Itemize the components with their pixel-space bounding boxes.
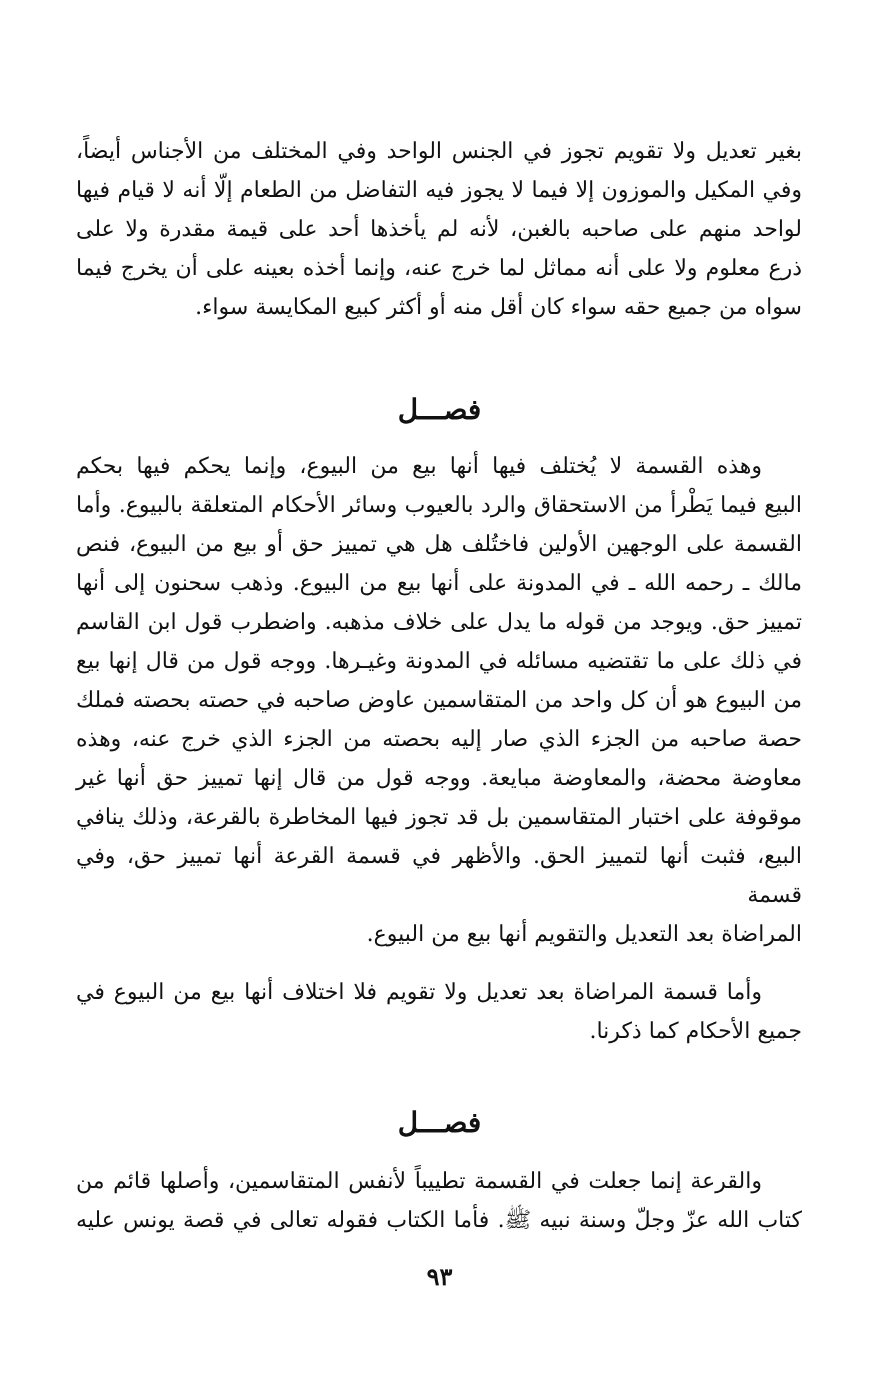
text-line: وأما قسمة المراضاة بعد تعديل ولا تقويم فلا اختلاف أنها بيع من البيوع في [76, 980, 762, 1005]
text-line: تمييز حق. ويوجد من قوله ما يدل على خلاف مذهبه. واضطرب قول ابن القاسم [76, 610, 802, 635]
text-line: لواحد منهم على صاحبه بالغبن، لأنه لم يأخذها أحد على قيمة مقدرة ولا على [76, 217, 802, 242]
text-line: البيع، فثبت أنها لتمييز الحق. والأظهر في قسمة القرعة أنها تمييز حق، وفي قسمة [76, 844, 802, 908]
text-line: معاوضة محضة، والمعاوضة مبايعة. ووجه قول من قال إنها تمييز حق أنها غير [76, 766, 802, 791]
paragraph-3 [76, 973, 802, 1051]
text-line: البيع فيما يَطْرأ من الاستحقاق والرد بالعيوب وسائر الأحكام المتعلقة بالبيوع. وأما [76, 493, 802, 518]
text-line: كتاب الله عزّ وجلّ وسنة نبيه ﷺ. فأما الكتاب فقوله تعالى في قصة يونس عليه [76, 1208, 802, 1233]
section-heading: فصـــل [397, 393, 482, 426]
text-line: ذرع معلوم ولا على أنه مماثل لما خرج عنه، وإنما أخذه بعينه على أن يخرج فيما [76, 256, 802, 281]
text-line: وهذه القسمة لا يُختلف فيها أنها بيع من البيوع، وإنما يحكم فيها بحكم [76, 454, 762, 479]
page-number: ٩٣ [426, 1262, 453, 1291]
text-line: حصة صاحبه من الجزء الذي صار إليه بحصته من الجزء الذي خرج عنه، وهذه [76, 727, 802, 752]
paragraph-1 [76, 132, 802, 327]
section-heading: فصـــل [397, 1106, 482, 1139]
text-line: موقوفة على اختبار المتقاسمين بل قد تجوز فيها المخاطرة بالقرعة، وذلك ينافي [76, 805, 802, 830]
paragraph-2 [76, 447, 802, 954]
text-line: القسمة على الوجهين الأولين فاختُلف هل هي تمييز حق أو بيع من البيوع، فنص [76, 532, 802, 557]
text-line: بغير تعديل ولا تقويم تجوز في الجنس الواحد وفي المختلف من الأجناس أيضاً، [76, 139, 802, 164]
text-line: المراضاة بعد التعديل والتقويم أنها بيع من البيوع. [366, 922, 802, 947]
text-line: في ذلك على ما تقتضيه مسائله في المدونة وغيـرها. ووجه قول من قال إنها بيع [76, 649, 802, 674]
text-line: من البيوع هو أن كل واحد من المتقاسمين عاوض صاحبه في حصته بحصته فملك [76, 688, 802, 713]
text-line: والقرعة إنما جعلت في القسمة تطييباً لأنفس المتقاسمين، وأصلها قائم من [76, 1169, 762, 1194]
text-line: وفي المكيل والموزون إلا فيما لا يجوز فيه التفاضل من الطعام إلّا أنه لا قيام فيها [76, 178, 802, 203]
paragraph-4 [76, 1162, 802, 1240]
text-line: سواه من جميع حقه سواء كان أقل منه أو أكثر كبيع المكايسة سواء. [195, 295, 802, 320]
text-line: مالك ـ رحمه الله ـ في المدونة على أنها بيع من البيوع. وذهب سحنون إلى أنها [76, 571, 802, 596]
text-line: جميع الأحكام كما ذكرنا. [589, 1019, 802, 1044]
